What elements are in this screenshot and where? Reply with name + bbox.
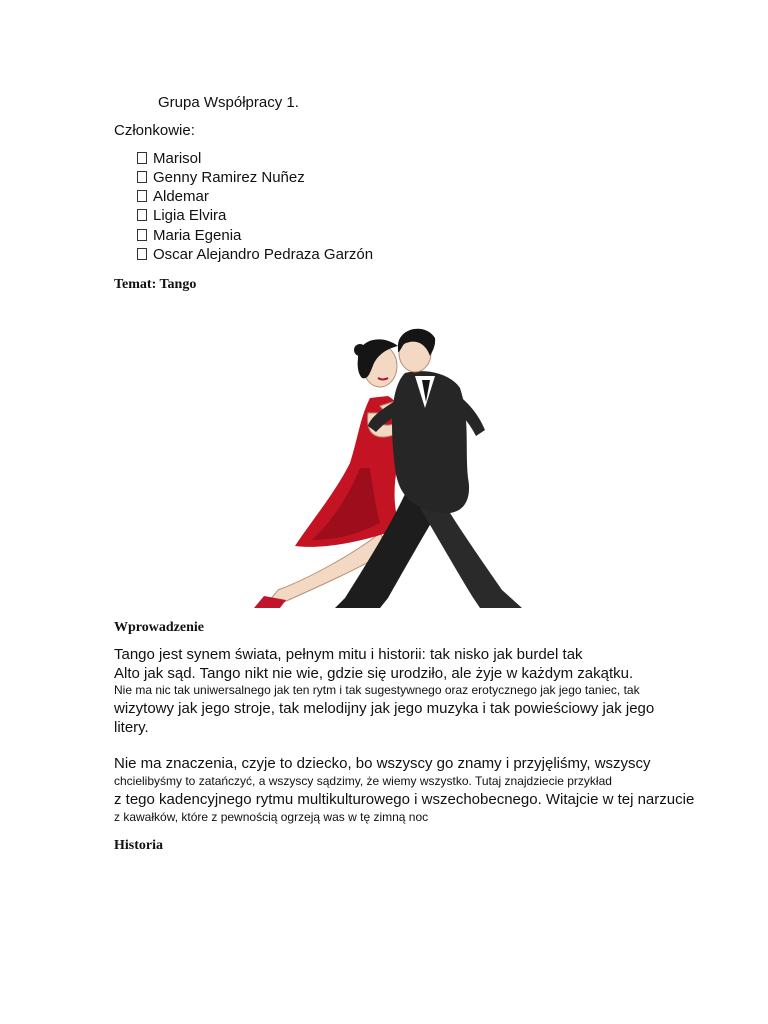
intro-line: Tango jest synem świata, pełnym mitu i historii: tak nisko jak burdel tak (114, 646, 583, 663)
tango-dancers-illustration (240, 318, 530, 610)
intro-line: wizytowy jak jego stroje, tak melodijny jak jego muzyka i tak powieściowy jak jego (114, 700, 655, 717)
member-name: Aldemar (153, 188, 209, 205)
intro-line: z tego kadencyjnego rytmu multikulturowego i wszechobecnego. Witajcie w tej narzucie (114, 791, 695, 808)
bullet-box-icon (137, 152, 147, 164)
intro-heading: Wprowadzenie (114, 620, 204, 635)
member-name: Oscar Alejandro Pedraza Garzón (153, 246, 374, 263)
bullet-box-icon (137, 229, 147, 241)
history-heading: Historia (114, 838, 163, 853)
member-item (137, 246, 373, 263)
intro-line: litery. (114, 719, 149, 736)
intro-line: z kawałków, które z pewnością ogrzeją was w tę zimną noc (114, 810, 429, 824)
member-item (137, 207, 226, 224)
member-item (137, 150, 201, 167)
bullet-box-icon (137, 209, 147, 221)
members-label: Członkowie: (114, 122, 195, 139)
intro-line: Alto jak sąd. Tango nikt nie wie, gdzie się urodziło, ale żyje w każdym zakątku. (114, 665, 634, 682)
member-item (137, 188, 209, 205)
bullet-box-icon (137, 171, 147, 183)
member-name: Marisol (153, 150, 202, 167)
member-name: Genny Ramirez Nuñez (153, 169, 305, 186)
intro-line: Nie ma znaczenia, czyje to dziecko, bo wszyscy go znamy i przyjęliśmy, wszyscy (114, 755, 651, 772)
intro-line: Nie ma nic tak uniwersalnego jak ten rytm i tak sugestywnego oraz erotycznego jak jego taniec, tak (114, 683, 640, 697)
bullet-box-icon (137, 190, 147, 202)
member-name: Maria Egenia (153, 227, 242, 244)
member-name: Ligia Elvira (153, 207, 227, 224)
member-item (137, 227, 241, 244)
member-item (137, 169, 305, 186)
topic-heading: Temat: Tango (114, 277, 197, 292)
intro-line: chcielibyśmy to zatańczyć, a wszyscy sądzimy, że wiemy wszystko. Tutaj znajdziecie przykład (114, 774, 612, 788)
bullet-box-icon (137, 248, 147, 260)
group-title: Grupa Współpracy 1. (158, 94, 299, 111)
